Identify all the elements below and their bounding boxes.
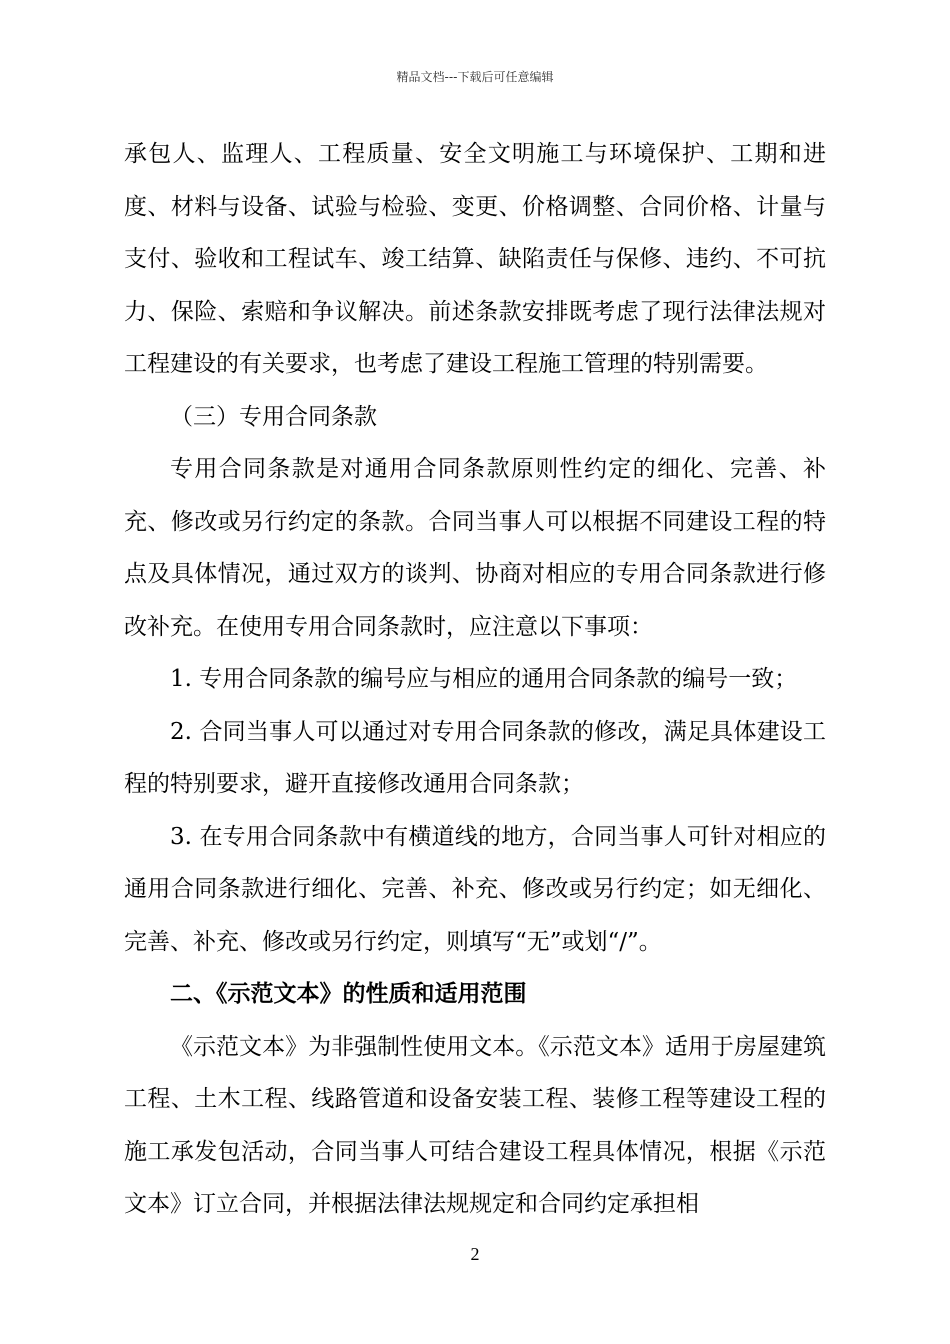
paragraph-nature-scope: 《示范文本》为非强制性使用文本。《示范文本》适用于房屋建筑工程、土木工程、线路管道和设备安装工程、装修工程等建设工程的施工承发包活动，合同当事人可结合建设工程具体情况，根据《示范文本》订立合同，并根据法律法规规定和合同约定承担相 — [124, 1033, 826, 1217]
page-number: 2 — [470, 1244, 480, 1264]
list-item-3: 3. 在专用合同条款中有横道线的地方，合同当事人可针对相应的通用合同条款进行细化、完善、补充、修改或另行约定；如无细化、完善、补充、修改或另行约定，则填写“无”或划“/”。 — [124, 823, 826, 955]
page-header: 精品文档---下载后可任意编辑 — [396, 70, 554, 84]
paragraph-special-terms: 专用合同条款是对通用合同条款原则性约定的细化、完善、补充、修改或另行约定的条款。合同当事人可以根据不同建设工程的特点及具体情况，通过双方的谈判、协商对相应的专用合同条款进行修改补充。在使用专用合同条款时，应注意以下事项： — [124, 456, 826, 640]
section-heading-special-terms: （三）专用合同条款 — [170, 403, 377, 430]
list-item-2: 2. 合同当事人可以通过对专用合同条款的修改，满足具体建设工程的特别要求，避开直接修改通用合同条款； — [124, 718, 826, 797]
section-heading-nature-scope: 二、《示范文本》的性质和适用范围 — [170, 981, 527, 1007]
paragraph-contract-clauses: 承包人、监理人、工程质量、安全文明施工与环境保护、工期和进度、材料与设备、试验与检验、变更、价格调整、合同价格、计量与支付、验收和工程试车、竣工结算、缺陷责任与保修、违约、不可抗力、保险、索赔和争议解决。前述条款安排既考虑了现行法律法规对工程建设的有关要求，也考虑了建设工程施工管理的特别需要。 — [124, 141, 826, 377]
document-body — [124, 128, 826, 1231]
list-item-1: 1. 专用合同条款的编号应与相应的通用合同条款的编号一致； — [170, 666, 798, 692]
